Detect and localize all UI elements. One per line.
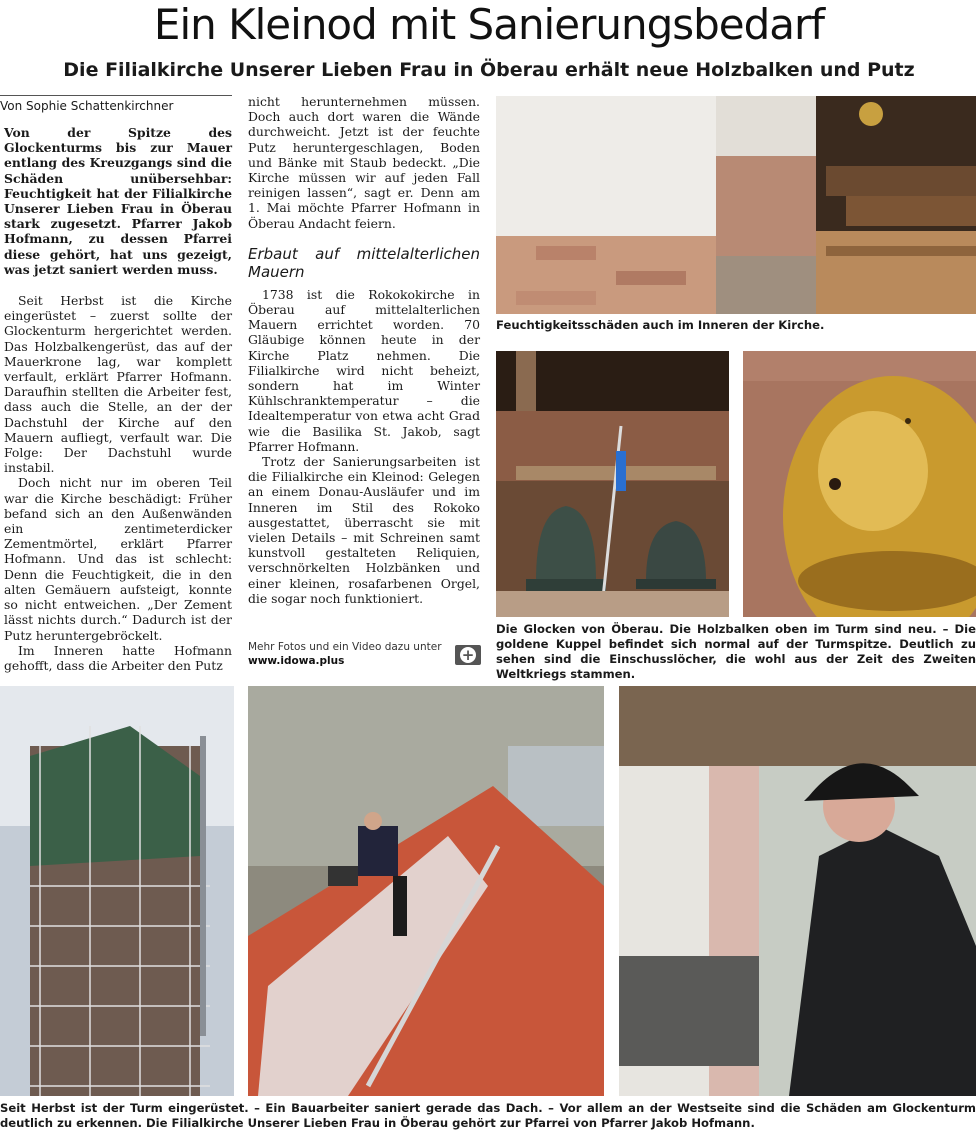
plus-circle-icon: + <box>455 645 481 665</box>
photo-golden-dome <box>743 351 976 617</box>
caption-interior: Feuchtigkeitsschäden auch im Inneren der Kirche. <box>496 318 825 332</box>
headline: Ein Kleinod mit Sanierungsbedarf <box>153 0 825 49</box>
byline: Von Sophie Schattenkirchner <box>0 95 232 113</box>
article-paragraph: Doch nicht nur im oberen Teil war die Kirche beschädigt: Früher befand sich an den Außenwänden ein zentimeterdicker Zementmörtel, erklärt Pfarrer Hofmann. Und das ist schlecht: Denn die Feuchtigkeit, die in den alten Gemäuern aufsteigt, konnte so nicht entweichen. „Der Zement lässt nichts durch.“ Dadurch ist der Putz heruntergebröckelt. <box>4 475 232 643</box>
article-paragraph: nicht herunternehmen müssen. Doch auch dort waren die Wände durchweicht. Jetzt ist der feuchte Putz heruntergeschlagen, Boden und Bänke mit Staub bedeckt. „Die Kirche müssen wir auf jeden Fall reinigen lassen“, sagt er. Denn am 1. Mai möchte Pfarrer Hofmann in Öberau Andacht feiern. <box>248 94 480 231</box>
article-lead: Von der Spitze des Glockenturms bis zur Mauer entlang des Kreuzgangs sind die Schäden unübersehbar: Feuchtigkeit hat der Filialkirche Unserer Lieben Frau in Öberau stark zugesetzt. Pfarrer Jakob Hofmann, zu dessen Pfarrei diese gehört, hat uns gezeigt, was jetzt saniert werden muss. <box>4 125 232 277</box>
more-info <box>248 640 448 668</box>
caption-bells: Die Glocken von Öberau. Die Holzbalken oben im Turm sind neu. – Die goldene Kuppel befindet sich normal auf der Turmspitze. Deutlich zu sehen sind die Einschusslöcher, die wohl aus der Zeit des Zweiten Weltkriegs stammen. <box>496 622 976 681</box>
article-paragraph: Seit Herbst ist die Kirche eingerüstet – zuerst sollte der Glockenturm hergerichtet werden. Das Holzbalkengerüst, das auf der Mauerkrone lag, war komplett verfault, erklärt Pfarrer Hofmann. Daraufhin stellten die Arbeiter fest, dass auch die Stelle, an der der Dachstuhl der Kirche auf den Mauern aufliegt, verfault war. Die Folge: Der Dachstuhl wurde instabil. <box>4 293 232 476</box>
more-info-text: Mehr Fotos und ein Video dazu unter <box>248 641 442 653</box>
article-column-2 <box>248 94 480 606</box>
subheadline: Die Filialkirche Unserer Lieben Frau in Öberau erhält neue Holzbalken und Putz <box>63 59 915 81</box>
article-paragraph: Trotz der Sanierungsarbeiten ist die Filialkirche ein Kleinod: Gelegen an einem Donau-Ausläufer und im Inneren im Stil des Rokoko ausgestattet, überrascht sie mit vielen Details – mit Schreinen samt kunstvoll gestalteten Reliquien, verschnörkelten Holzbänken und einer kleinen, rosafarbenen Orgel, die sogar noch funktioniert. <box>248 454 480 606</box>
photo-bells <box>496 351 729 617</box>
article-paragraph: 1738 ist die Rokokokirche in Öberau auf mittelalterlichen Mauern errichtet worden. 70 Gläubige können heute in der Kirche Platz nehmen. Die Filialkirche wird nicht beheizt, sondern hat im Winter Kühlschranktemperatur – die Idealtemperatur von etwa acht Grad wie die Basilika St. Jakob, sagt Pfarrer Hofmann. <box>248 286 480 454</box>
photo-pastor-wall <box>619 686 976 1096</box>
article-column-1 <box>4 125 232 673</box>
more-info-link[interactable]: www.idowa.plus <box>248 655 345 667</box>
caption-bottom: Seit Herbst ist der Turm eingerüstet. – Ein Bauarbeiter saniert gerade das Dach. – Vor allem an der Westseite sind die Schäden am Glockenturm deutlich zu erkennen. Die Filialkirche Unserer Lieben Frau in Öberau gehört zur Pfarrei von Pfarrer Jakob Hofmann. <box>0 1101 976 1130</box>
photo-scaffolded-tower <box>0 686 234 1096</box>
section-subtitle: Erbaut auf mittelalterlichen Mauern <box>248 244 480 281</box>
photo-roof-worker <box>248 686 604 1096</box>
photo-church-interior <box>496 96 976 314</box>
article-paragraph: Im Inneren hatte Hofmann gehofft, dass die Arbeiter den Putz <box>4 642 232 673</box>
